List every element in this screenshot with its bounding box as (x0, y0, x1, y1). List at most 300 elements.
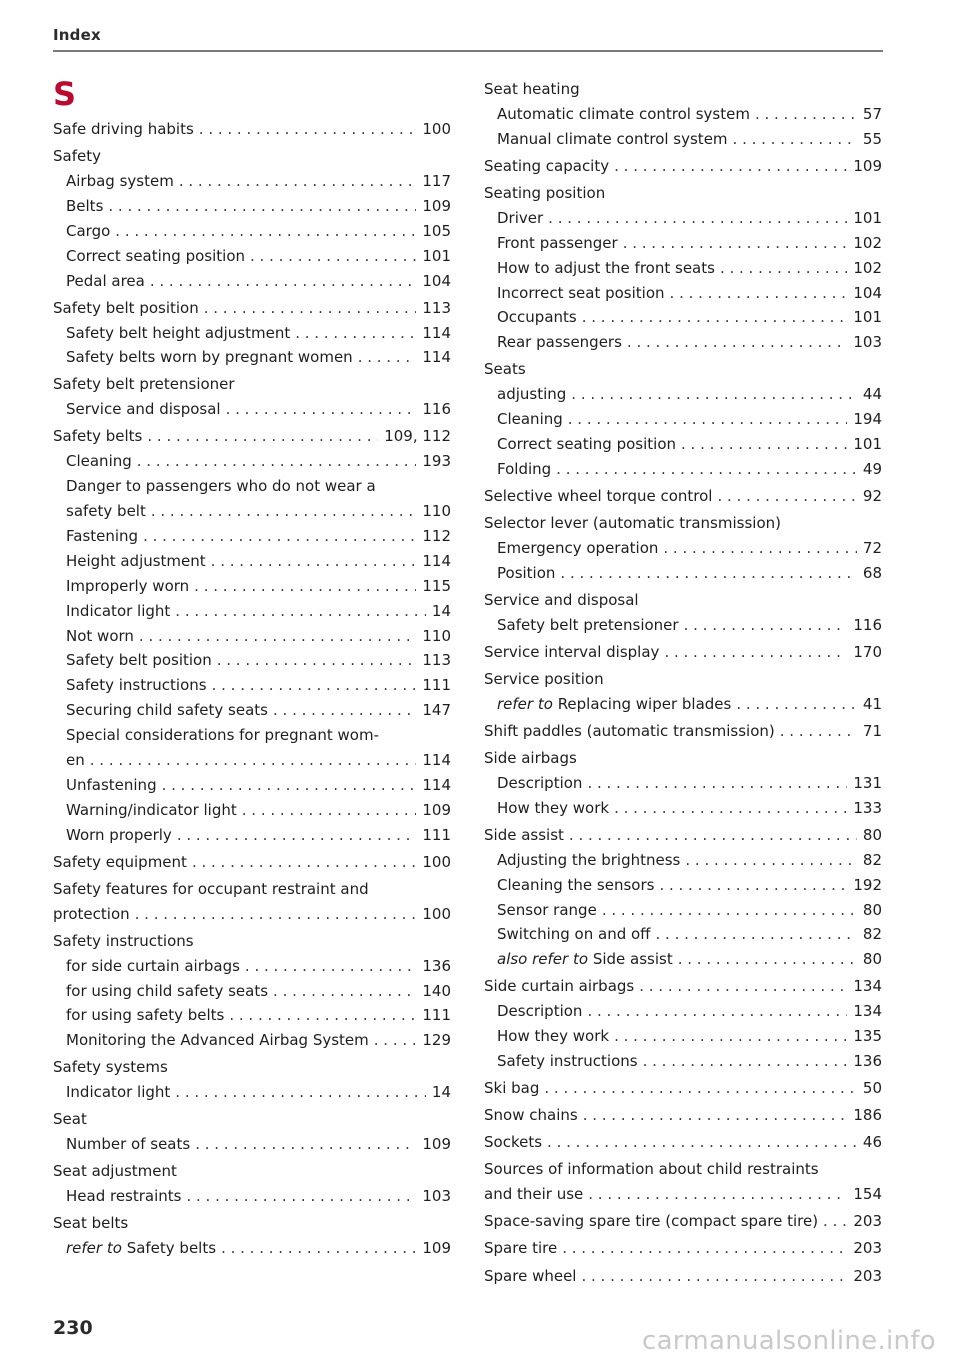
index-entry-text: Safety belt pretensioner (497, 615, 679, 634)
dot-leader (614, 154, 847, 179)
index-entry-page: 100 (422, 120, 451, 138)
dot-leader (670, 281, 848, 306)
index-entry (484, 999, 882, 1024)
index-entry-label (66, 798, 237, 823)
index-entry (484, 746, 882, 771)
index-entry-label (66, 574, 189, 599)
index-entry-label (484, 640, 659, 665)
index-entry-page: 92 (862, 487, 882, 505)
index-entry-text: Selector lever (automatic transmission) (484, 514, 781, 533)
index-entry-text: Ski bag (484, 1079, 540, 1098)
index-entry (484, 823, 882, 848)
index-entry (484, 256, 882, 281)
index-entry (53, 773, 451, 798)
index-entry-page: 194 (853, 410, 882, 429)
index-entry-label (497, 873, 654, 898)
dot-leader (548, 206, 847, 231)
index-entry (53, 673, 451, 698)
index-entry (53, 902, 451, 927)
page-number: 230 (53, 1317, 93, 1339)
dot-leader (143, 524, 416, 549)
dot-leader (90, 748, 417, 773)
index-entry-text: Fastening (66, 527, 139, 545)
index-entry-page: 101 (853, 435, 882, 454)
index-entry-page: 203 (853, 1212, 882, 1231)
index-entry-label (53, 372, 235, 397)
index-entry-label (66, 1184, 181, 1209)
index-entry-label (497, 457, 551, 482)
index-entry-page: 111 (422, 1006, 451, 1025)
index-entry-text: protection (53, 904, 130, 923)
index-entry-text: Indicator light (66, 601, 171, 620)
dot-leader (678, 947, 857, 972)
index-entry (53, 345, 451, 370)
index-entry-label (484, 181, 605, 206)
dot-leader (560, 561, 857, 586)
dot-leader (755, 102, 857, 127)
index-entry-page: 102 (853, 233, 882, 252)
index-entry-text: Danger to passengers who do not wear a (66, 477, 376, 496)
dot-leader (250, 244, 416, 269)
index-entry (484, 1130, 882, 1155)
dot-leader (245, 954, 416, 979)
index-entry-label (497, 771, 582, 796)
index-entry-page: 136 (853, 1052, 882, 1071)
index-entry-label (53, 1055, 168, 1080)
index-entry-text: How they work (497, 798, 610, 817)
index-entry-text: Safety systems (53, 1058, 168, 1077)
index-entry-text: Sockets (484, 1133, 543, 1152)
index-entry (484, 1103, 882, 1128)
index-entry-label (66, 823, 172, 848)
dot-leader (587, 999, 847, 1024)
index-entry (484, 719, 882, 744)
dot-leader (614, 796, 847, 821)
index-entry-page: 134 (853, 1002, 882, 1021)
index-entry (484, 484, 882, 509)
index-entry-page: 135 (853, 1027, 882, 1046)
index-entry-text: Safety instructions (497, 1052, 638, 1071)
index-entry-label (484, 1264, 576, 1289)
index-entry (53, 698, 451, 723)
index-entry (484, 127, 882, 152)
index-entry-page: 80 (862, 950, 882, 969)
index-entry (53, 1080, 451, 1105)
index-entry-page: 203 (853, 1266, 882, 1285)
index-entry (484, 848, 882, 873)
index-entry-page: 111 (422, 676, 451, 695)
index-entry-text: Incorrect seat position (497, 283, 665, 302)
dot-leader (562, 1236, 847, 1261)
dot-leader (358, 345, 417, 370)
index-entry (484, 305, 882, 330)
dot-leader (162, 773, 417, 798)
index-entry-label (497, 692, 731, 717)
dot-leader (273, 698, 416, 723)
index-column-right (484, 77, 882, 1288)
index-entry (484, 771, 882, 796)
index-entry-text: Service and disposal (484, 590, 639, 609)
index-entry-text: for side curtain airbags (66, 956, 240, 975)
index-entry-label (66, 397, 221, 422)
index-entry-text: Head restraints (66, 1187, 182, 1206)
dot-leader (211, 549, 417, 574)
index-entry-text: Special considerations for pregnant wom- (66, 726, 379, 745)
index-entry-label (484, 823, 564, 848)
index-entry (484, 922, 882, 947)
index-entry (484, 898, 882, 923)
index-entry (484, 873, 882, 898)
index-entry-page: 109 (422, 800, 451, 819)
index-entry-label (66, 474, 376, 499)
index-entry-label (497, 407, 563, 432)
index-entry-page: 170 (853, 642, 882, 661)
index-entry-page: 113 (422, 298, 451, 317)
cross-reference-prefix: refer to (497, 694, 553, 713)
index-entry-page: 203 (853, 1239, 882, 1258)
dot-leader (614, 1024, 847, 1049)
index-entry-page: 114 (422, 551, 451, 570)
index-entry (484, 692, 882, 717)
index-entry-text: Safety belts (126, 1239, 217, 1258)
index-entry-label (484, 357, 526, 382)
index-entry-label (484, 974, 634, 999)
index-entry (53, 321, 451, 346)
index-entry-label (497, 382, 566, 407)
index-entry-text: Safety belt position (53, 298, 199, 317)
index-entry-text: Spare tire (484, 1239, 558, 1258)
index-entry (53, 877, 451, 902)
index-entry-text: Side airbags (484, 749, 577, 768)
dot-leader (199, 117, 417, 142)
index-entry-page: 101 (853, 208, 882, 227)
index-entry-page: 100 (422, 852, 451, 871)
index-entry-label (66, 549, 206, 574)
dot-leader (186, 1184, 416, 1209)
index-entry-label (497, 922, 651, 947)
index-entry-page: 46 (862, 1133, 882, 1152)
index-entry-label (66, 1132, 190, 1157)
dot-leader (195, 1132, 416, 1157)
index-entry-text: How they work (497, 1027, 610, 1046)
dot-leader (177, 823, 417, 848)
index-entry (53, 823, 451, 848)
index-entry-text: Side assist (484, 825, 564, 844)
index-entry-label (53, 424, 142, 449)
index-entry-text: Switching on and off (497, 925, 651, 944)
index-entry-text: Adjusting the brightness (497, 850, 681, 869)
index-entry (484, 407, 882, 432)
index-entry-text: Shift paddles (automatic transmission) (484, 721, 775, 740)
index-entry-label (66, 194, 103, 219)
dot-leader (717, 484, 856, 509)
index-entry-page: 114 (422, 775, 451, 794)
index-entry-label (66, 321, 290, 346)
index-entry-label (484, 1130, 542, 1155)
index-entry-label (66, 698, 268, 723)
index-entry-text: Rear passengers (497, 333, 622, 352)
index-entry-label (497, 206, 543, 231)
index-entry-label (497, 256, 715, 281)
index-entry-text: Side assist (592, 950, 673, 969)
index-entry-text: Monitoring the Advanced Airbag System (66, 1031, 369, 1050)
index-entry (484, 281, 882, 306)
index-entry-page: 133 (853, 798, 882, 817)
index-entry-text: Belts (66, 196, 104, 215)
index-entry-page: 131 (853, 773, 882, 792)
index-entry (53, 524, 451, 549)
dot-leader (733, 127, 857, 152)
index-entry-label (66, 773, 157, 798)
index-entry-text: Cargo (66, 221, 111, 240)
index-entry (53, 599, 451, 624)
dot-leader (684, 613, 848, 638)
dot-leader (659, 873, 847, 898)
index-entry-text: Seat adjustment (53, 1162, 177, 1181)
index-entry-text: Manual climate control system (497, 129, 728, 148)
index-entry-text: Replacing wiper blades (557, 694, 732, 713)
index-entry-text: Sensor range (497, 900, 597, 919)
index-entry-text: Worn properly (66, 825, 172, 844)
index-entry-label (497, 999, 582, 1024)
index-entry-page: 49 (862, 459, 882, 478)
index-entry (484, 1076, 882, 1101)
index-entry (53, 296, 451, 321)
index-entry (484, 357, 882, 382)
index-entry-page: 136 (422, 956, 451, 975)
dot-leader (571, 382, 857, 407)
index-entry (53, 1107, 451, 1132)
dot-leader (656, 922, 857, 947)
dot-leader (639, 974, 847, 999)
index-entry-text: Safety equipment (53, 852, 187, 871)
index-entry-label (484, 746, 577, 771)
index-entry-text: and their use (484, 1185, 584, 1204)
index-entry (53, 574, 451, 599)
index-entry (484, 330, 882, 355)
dot-leader (242, 798, 417, 823)
index-entry-label (66, 499, 146, 524)
dot-leader (544, 1076, 857, 1101)
index-entry-label (497, 796, 609, 821)
index-entry-label (66, 1236, 216, 1261)
index-entry (53, 424, 451, 449)
index-entry-text: Seat belts (53, 1214, 129, 1233)
dot-leader (135, 902, 417, 927)
index-entry-text: Correct seating position (66, 246, 246, 265)
index-entry-label (66, 673, 207, 698)
dot-leader (175, 1080, 426, 1105)
index-entry (53, 624, 451, 649)
dot-leader (736, 692, 857, 717)
dot-leader (151, 499, 417, 524)
index-entry-label (484, 154, 609, 179)
index-entry (53, 723, 451, 748)
index-entry-text: Correct seating position (497, 435, 677, 454)
index-entry-label (497, 536, 658, 561)
index-entry-text: Space-saving spare tire (compact spare tire) (484, 1212, 819, 1231)
index-entry-text: Number of seats (66, 1135, 191, 1154)
index-entry-label (66, 449, 132, 474)
index-entry (53, 798, 451, 823)
index-entry-page: 109 (853, 156, 882, 175)
index-entry-label (66, 748, 85, 773)
index-entry-page: 41 (862, 694, 882, 713)
dot-leader (273, 979, 416, 1004)
index-entry-text: Safety features for occupant restraint and (53, 879, 369, 898)
index-entry-page: 192 (853, 875, 882, 894)
index-entry-label (66, 169, 174, 194)
dot-leader (588, 1182, 847, 1207)
index-entry-text: Occupants (497, 308, 577, 327)
index-entry-page: 14 (431, 1083, 451, 1102)
dot-leader (643, 1049, 848, 1074)
index-entry-label (484, 77, 580, 102)
index-entry-page: 112 (422, 527, 451, 545)
index-column-left (53, 117, 451, 1261)
index-entry-label (66, 954, 240, 979)
index-entry-label (497, 231, 618, 256)
index-entry (53, 1184, 451, 1209)
index-entry-label (66, 219, 110, 244)
index-entry-text: Safety (53, 147, 101, 166)
index-entry-page: 109, 112 (384, 427, 451, 446)
index-entry-page: 82 (862, 925, 882, 944)
dot-leader (192, 850, 416, 875)
index-entry-label (484, 484, 712, 509)
dot-leader (147, 424, 378, 449)
index-entry-page: 114 (422, 751, 451, 770)
index-entry-page: 115 (422, 576, 451, 595)
index-entry-page: 44 (862, 385, 882, 404)
index-entry (53, 169, 451, 194)
index-entry-page: 186 (853, 1106, 882, 1125)
index-entry-text: Height adjustment (66, 551, 206, 570)
cross-reference-prefix: refer to (66, 1239, 122, 1258)
index-entry-page: 140 (422, 981, 451, 1000)
index-entry (484, 77, 882, 102)
index-entry-label (497, 848, 680, 873)
index-entry (484, 1264, 882, 1289)
header-title: Index (53, 26, 101, 44)
index-entry (484, 1049, 882, 1074)
index-entry-page: 104 (853, 283, 882, 302)
index-entry-page: 117 (422, 171, 451, 190)
index-entry-text: for using safety belts (66, 1006, 225, 1025)
index-entry (53, 748, 451, 773)
index-entry-text: Automatic climate control system (497, 104, 750, 123)
dot-leader (602, 898, 857, 923)
index-entry-label (497, 330, 622, 355)
index-entry (484, 511, 882, 536)
index-entry-text: Warning/indicator light (66, 800, 237, 819)
index-entry-page: 110 (422, 502, 451, 521)
index-entry-text: for using child safety seats (66, 981, 269, 1000)
index-entry-label (497, 898, 597, 923)
index-entry (484, 613, 882, 638)
index-entry (53, 269, 451, 294)
dot-leader (217, 648, 417, 673)
index-entry (484, 667, 882, 692)
index-entry (484, 457, 882, 482)
index-entry-label (66, 345, 353, 370)
index-entry (53, 474, 451, 499)
index-entry (53, 219, 451, 244)
index-entry-text: Seat (53, 1110, 87, 1129)
index-entry (484, 796, 882, 821)
index-entry-page: 104 (422, 271, 451, 290)
index-entry-label (53, 902, 130, 927)
dot-leader (663, 536, 857, 561)
dot-leader (681, 432, 847, 457)
index-entry-label (497, 127, 728, 152)
index-entry-text: Snow chains (484, 1106, 578, 1125)
index-entry (53, 449, 451, 474)
index-entry-label (484, 1209, 818, 1234)
dot-leader (569, 823, 857, 848)
index-entry-text: Indicator light (66, 1083, 171, 1102)
index-entry-page: 109 (422, 1135, 451, 1154)
dot-leader (374, 1028, 417, 1053)
cross-reference-prefix: also refer to (497, 950, 589, 969)
index-entry (484, 231, 882, 256)
index-entry-text: Airbag system (66, 171, 174, 190)
index-entry-text: Cleaning (66, 452, 132, 471)
index-entry (484, 1182, 882, 1207)
index-entry-text: Service and disposal (66, 400, 221, 419)
index-entry-text: en (66, 751, 85, 770)
index-entry-text: Safety belt pretensioner (53, 375, 235, 394)
index-entry-label (53, 1107, 87, 1132)
dot-leader (582, 305, 848, 330)
index-entry-page: 57 (862, 104, 882, 123)
index-entry-text: Improperly worn (66, 576, 190, 595)
index-entry (53, 1055, 451, 1080)
index-entry-label (53, 850, 187, 875)
index-entry-label (497, 561, 555, 586)
dot-leader (295, 321, 416, 346)
index-entry-page: 147 (422, 701, 451, 720)
index-entry (53, 1211, 451, 1236)
dot-leader (175, 599, 426, 624)
index-entry-label (484, 667, 604, 692)
index-entry-label (53, 296, 199, 321)
index-entry-page: 134 (853, 977, 882, 996)
index-entry (53, 648, 451, 673)
index-entry-text: Safety belts (53, 427, 143, 446)
index-entry-page: 82 (862, 850, 882, 869)
index-entry (484, 206, 882, 231)
index-entry-label (66, 723, 379, 748)
index-entry-text: Selective wheel torque control (484, 487, 713, 505)
index-entry-label (66, 269, 145, 294)
index-entry-text: Driver (497, 208, 544, 227)
dot-leader (823, 1209, 847, 1234)
dot-leader (587, 771, 847, 796)
index-entry-label (66, 624, 134, 649)
index-entry-page: 102 (853, 258, 882, 277)
dot-leader (720, 256, 847, 281)
dot-leader (204, 296, 417, 321)
index-entry-page: 50 (862, 1079, 882, 1098)
index-entry-page: 193 (422, 452, 451, 471)
index-entry (53, 1003, 451, 1028)
index-entry (484, 181, 882, 206)
index-entry-label (484, 1103, 578, 1128)
dot-leader (664, 640, 847, 665)
index-entry (53, 117, 451, 142)
index-entry-label (484, 1182, 583, 1207)
